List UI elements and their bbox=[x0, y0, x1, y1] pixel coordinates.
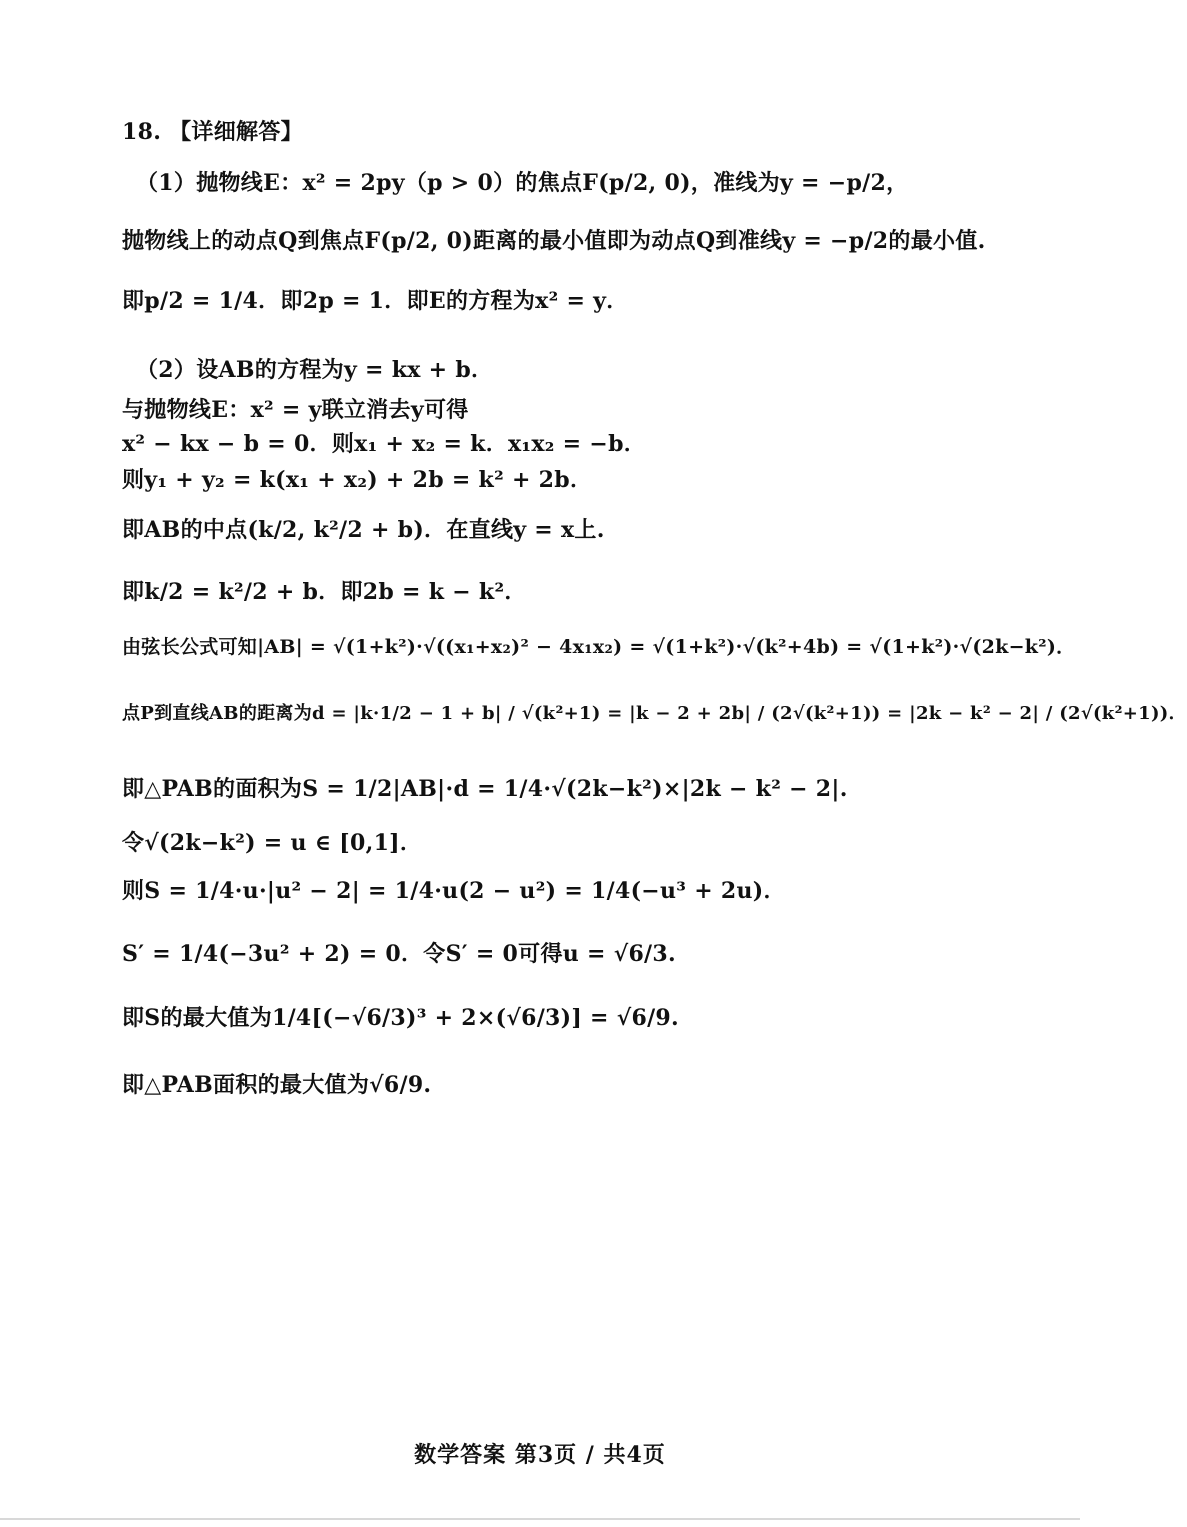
solution-line-12: 即△PAB的面积为S = 1/2|AB|·d = 1/4·√(2k−k²)×|2k − k² − 2|. bbox=[122, 776, 848, 802]
solution-line-1: （1）抛物线E：x² = 2py（p > 0）的焦点F(p/2, 0)，准线为y = −p/2， bbox=[136, 170, 909, 196]
solution-line-13: 令√(2k−k²) = u ∈ [0,1]． bbox=[122, 830, 423, 856]
solution-line-2: 抛物线上的动点Q到焦点F(p/2, 0)距离的最小值即为动点Q到准线y = −p/2的最小值. bbox=[122, 228, 986, 254]
scan-edge-divider bbox=[0, 1518, 1080, 1520]
solution-line-9: 即k/2 = k²/2 + b．即2b = k − k²． bbox=[122, 579, 527, 605]
solution-line-3: 即p/2 = 1/4．即2p = 1．即E的方程为x² = y． bbox=[122, 288, 629, 314]
solution-line-17: 即△PAB面积的最大值为√6/9. bbox=[122, 1072, 432, 1098]
solution-line-5: 与抛物线E：x² = y联立消去y可得 bbox=[122, 397, 469, 423]
solution-line-10: 由弦长公式可知|AB| = √(1+k²)·√((x₁+x₂)² − 4x₁x₂) = √(1+k²)·√(k²+4b) = √(1+k²)·√(2k−k²)． bbox=[122, 636, 1076, 658]
solution-line-4: （2）设AB的方程为y = kx + b． bbox=[136, 357, 494, 383]
page-footer: 数学答案 第3页 / 共4页 bbox=[414, 1442, 666, 1468]
solution-line-11: 点P到直线AB的距离为d = |k·1/2 − 1 + b| / √(k²+1) = |k − 2 + 2b| / (2√(k²+1)) = |2k − k² − 2| / (2√(k²+1))． bbox=[122, 703, 1187, 724]
solution-line-16: 即S的最大值为1/4[(−√6/3)³ + 2×(√6/3)] = √6/9. bbox=[122, 1005, 679, 1031]
solution-line-15: S′ = 1/4(−3u² + 2) = 0．令S′ = 0可得u = √6/3. bbox=[122, 941, 676, 967]
solution-line-7: 则y₁ + y₂ = k(x₁ + x₂) + 2b = k² + 2b． bbox=[122, 467, 593, 493]
problem-heading: 18. 【详细解答】 bbox=[122, 119, 303, 145]
solution-line-6: x² − kx − b = 0．则x₁ + x₂ = k．x₁x₂ = −b． bbox=[122, 431, 647, 457]
solution-line-8: 即AB的中点(k/2, k²/2 + b)．在直线y = x上. bbox=[122, 517, 605, 543]
solution-line-14: 则S = 1/4·u·|u² − 2| = 1/4·u(2 − u²) = 1/4(−u³ + 2u)． bbox=[122, 878, 786, 904]
